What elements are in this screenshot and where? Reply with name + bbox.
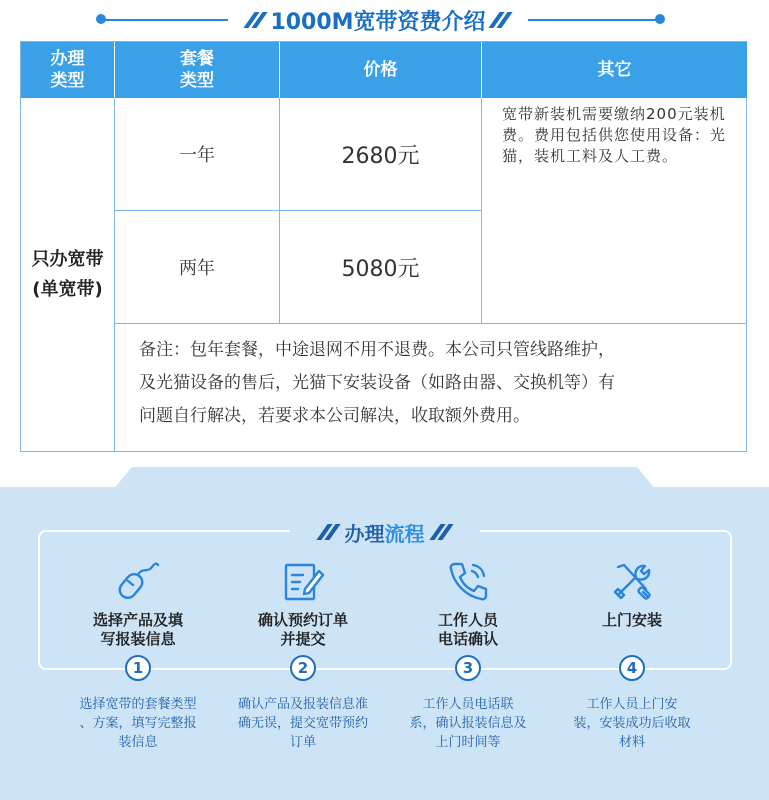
step-desc-line1: 工作人员电话联: [422, 697, 514, 712]
step-desc-line2: 系，确认报装信息及: [409, 716, 527, 731]
column-header-plan-line1: 套餐: [180, 49, 214, 69]
price-cell-two-year: 5080元: [280, 211, 482, 324]
step-number-badge: 2: [290, 655, 316, 681]
step-desc-line3: 订单: [289, 735, 316, 750]
step-title-line1: 上门安装: [601, 611, 662, 629]
step-desc-line2: 装，安装成功后收取: [573, 716, 691, 731]
step-title: [383, 611, 553, 649]
page-title: 1000M宽带资费介绍: [270, 9, 486, 35]
step-title-line1: 选择产品及填: [92, 611, 183, 629]
mouse-icon: [116, 559, 160, 603]
tariff-table: [20, 41, 747, 452]
slash-decoration-icon: [322, 524, 335, 540]
other-info-cell: 宽带新装机需要缴纳200元装机费。费用包括供您使用设备：光猫，装机工料及人工费。: [482, 98, 747, 324]
step-title-line1: 工作人员: [437, 611, 498, 629]
process-title: [0, 517, 769, 547]
plan-cell-two-year: 两年: [115, 211, 280, 324]
column-header-price: 价格: [280, 42, 482, 98]
step-title: [53, 611, 223, 649]
step-desc-line3: 装信息: [118, 735, 158, 750]
service-type-line2: (单宽带): [32, 279, 103, 300]
page-header: [0, 0, 769, 40]
slash-decoration-icon: [435, 524, 448, 540]
step-description: [61, 695, 215, 752]
column-header-type-line1: 办理: [50, 49, 85, 69]
process-tab-shape: [112, 467, 657, 491]
step-title: [547, 611, 717, 630]
service-type-line1: 只办宽带: [31, 249, 104, 270]
page-title-wrap: [228, 5, 528, 35]
step-desc-line3: 上门时间等: [435, 735, 501, 750]
process-section: [0, 487, 769, 800]
edit-document-icon: [281, 559, 325, 603]
step-title-line1: 确认预约订单: [257, 611, 348, 629]
column-header-type: [21, 42, 115, 98]
step-number-badge: 4: [619, 655, 645, 681]
step-title-line2: 并提交: [280, 630, 326, 648]
service-type-cell: [21, 98, 115, 452]
slash-decoration-icon: [494, 12, 507, 28]
process-title-part2: 流程: [384, 521, 425, 546]
step-description: [226, 695, 380, 752]
remark-cell: [115, 324, 747, 452]
step-description: [391, 695, 545, 752]
step-desc-line1: 选择宽带的套餐类型: [79, 697, 197, 712]
process-title-part1: 办理: [344, 521, 385, 546]
step-desc-line1: 确认产品及报装信息准: [237, 697, 368, 712]
remark-line-1: 备注：包年套餐，中途退网不用不退费。本公司只管线路维护，: [139, 340, 615, 360]
phone-icon: [446, 559, 490, 603]
column-header-plan: [115, 42, 280, 98]
tools-icon: [610, 559, 654, 603]
step-number-badge: 1: [125, 655, 151, 681]
header-right-dot: [655, 14, 665, 24]
column-header-type-line2: 类型: [50, 71, 85, 91]
step-title-line2: 电话确认: [437, 630, 498, 648]
header-right-line: [528, 19, 660, 21]
header-left-line: [100, 19, 228, 21]
step-desc-line1: 工作人员上门安: [586, 697, 678, 712]
remark-line-2: 及光猫设备的售后，光猫下安装设备（如路由器、交换机等）有: [139, 373, 615, 393]
column-header-plan-line2: 类型: [180, 71, 214, 91]
price-cell-one-year: 2680元: [280, 98, 482, 211]
step-desc-line2: 、方案，填写完整报: [79, 716, 197, 731]
plan-cell-one-year: 一年: [115, 98, 280, 211]
step-number-badge: 3: [455, 655, 481, 681]
step-title: [218, 611, 388, 649]
slash-decoration-icon: [249, 12, 262, 28]
column-header-other: 其它: [482, 42, 747, 98]
step-desc-line2: 确无误，提交宽带预约: [237, 716, 368, 731]
remark-line-3: 问题自行解决，若要求本公司解决，收取额外费用。: [139, 406, 530, 426]
step-description: [555, 695, 709, 752]
step-desc-line3: 材料: [618, 735, 645, 750]
step-title-line2: 写报装信息: [100, 630, 176, 648]
